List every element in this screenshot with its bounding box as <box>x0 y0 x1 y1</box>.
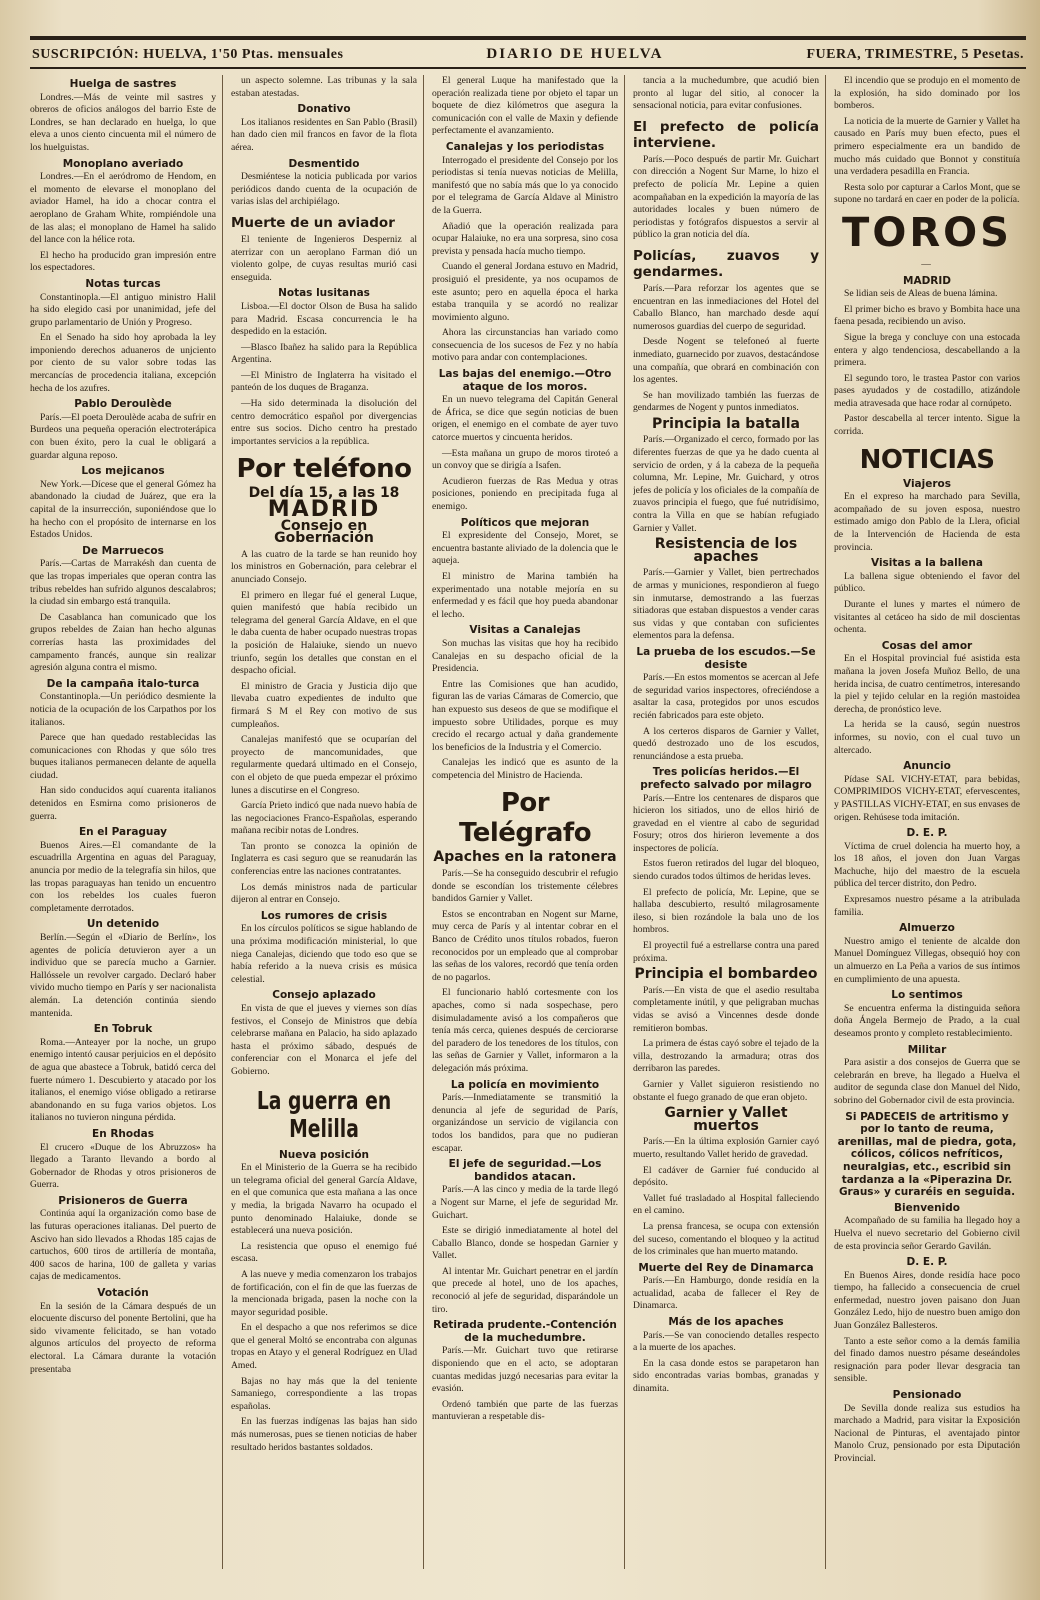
col5-section-banner: NOTICIAS <box>859 444 995 475</box>
col2-paragraph: —Ha sido determinada la disolución del centro democrático español por divergencias entre sus socios. Dicho centro ha prestado importantes servicios a la república. <box>231 398 417 447</box>
col5-paragraph: De Sevilla donde realiza sus estudios ha marchado a Madrid, para visitar la Exposición Nacional de Pinturas, el aventajado pintor Manolo Cruz, pensionado por esta Diputación Provincial. <box>834 1402 1020 1464</box>
col2-paragraph: A las cuatro de la tarde se han reunido hoy los ministros en Gobernación, para celebrar el anunciado Consejo. <box>231 548 417 585</box>
col2-section-heading: Notas lusitanas <box>278 287 370 300</box>
col5-divider: — <box>921 258 933 270</box>
col1-paragraph: Parece que han quedado restablecidas las comunicaciones con Rhodas y que sólo tres buques italianos permanecen delante de aquella ciudad. <box>30 732 216 781</box>
col1-paragraph: Constantinopla.—El antiguo ministro Halil ha sido elegido casi por unanimidad, jefe del grupo parlamentario de Unión y Progreso. <box>30 291 216 328</box>
col5-paragraph: En Buenos Aires, donde residía hace poco tiempo, ha fallecido a consecuencia de cruel enfermedad, nuestro joven paisano don Juan González Ledo, hijo de nuestro buen amigo don Juan González Ballesteros. <box>834 1269 1020 1332</box>
col5-paragraph: Se encuentra enferma la distinguida señora doña Ángela Bermejo de Prado, a la cual deseamos pronto y completo restablecimiento. <box>834 1002 1020 1039</box>
col1-paragraph: El crucero «Duque de los Abruzzos» ha llegado a Taranto llevando a bordo al Gobernador de Rhodas y otros prisioneros de Guerra. <box>30 1141 216 1191</box>
col1-section-heading: Pablo Deroulède <box>74 398 172 411</box>
col3-section-heading: La policía en movimiento <box>450 1078 600 1091</box>
col2-paragraph: La resistencia que opuso el enemigo fué escasa. <box>231 1240 417 1265</box>
col3-paragraph: —Esta mañana un grupo de moros tiroteó a un convoy que se dirigía a Isafen. <box>432 447 618 472</box>
col4-subheading: Principia el bombardeo <box>634 966 818 983</box>
col5-paragraph: Tanto a este señor como a la demás familia del finado damos nuestro pésame deseándoles resignación para poder llevar desgracia tan sensible. <box>834 1335 1020 1385</box>
top-rule <box>30 36 1026 40</box>
col5-paragraph: Se lidian seis de Aleas de buena lámina. <box>844 288 998 300</box>
col5-paragraph: Víctima de cruel dolencia ha muerto hoy, a los 18 años, el joven don Juan Vargas Machuche, hijo del maestro de la escuela pública del tercer distrito, don Pedro. <box>834 840 1020 890</box>
col4-subheading: Principia la batalla <box>652 415 800 432</box>
col4-paragraph: París.—Garnier y Vallet, bien pertrechados de armas y municiones, respondieron al fuego sin inmutarse, demostrando a las fuerzas sitiadoras que estaban dispuestos a vender caras sus vidas y que contaban con suficientes elementos para la defensa. <box>633 567 819 642</box>
columns <box>30 75 1026 1569</box>
col1-section-heading: En Tobruk <box>93 1023 153 1036</box>
col4-paragraph: El cadáver de Garnier fué conducido al depósito. <box>633 1164 819 1189</box>
column-3 <box>432 75 625 1569</box>
col3-paragraph: Estos se encontraban en Nogent sur Marne, muy cerca de París y al intentar cobrar en el Banco de Crédito unos títulos robados, fueron reconocidos por un empleado que al comprobar las señas de los valores, recordó que tenía orden de no pagarlos. <box>432 908 618 983</box>
col1-section-heading: Monoplano averiado <box>62 157 184 170</box>
col4-paragraph: París.—En la última explosión Garnier cayó muerto, resultando Vallet herido de gravedad. <box>633 1136 819 1160</box>
col2-paragraph: Canalejas manifestó que se ocuparían del proyecto de mancomunidades, que regularmente quedará ultimado en el Consejo, con el objeto de que pueda empezar el próximo lunes a discutirse en el Congreso. <box>231 734 417 796</box>
column-1 <box>30 75 223 1569</box>
col4-paragraph: París.—En Hamburgo, donde residía en la actualidad, acaba de fallecer el Rey de Dinamarca. <box>633 1275 819 1312</box>
col1-section-heading: Los mejicanos <box>81 465 165 478</box>
col1-paragraph: París.—Cartas de Marrakésh dan cuenta de que las tropas imperiales que operan contra las tribus rebeldes han sufrido algunos descalabros; la ciudad sin embargo está tranquila. <box>30 558 216 608</box>
col3-paragraph: Ahora las circunstancias han variado como consecuencia de los sucesos de Fez y no había motivo para andar con contemplaciones. <box>432 327 618 364</box>
col2-paragraph: A las nueve y media comenzaron los trabajos de fortificación, con el fin de que las fuerzas de la mencionada brigada, pasen la noche con la mayor seguridad posible. <box>231 1268 417 1318</box>
col1-section-heading: Huelga de sastres <box>69 78 177 90</box>
col4-subheading: Policías, zuavos y gendarmes. <box>633 247 819 280</box>
col5-section-heading: Almuerzo <box>899 922 955 935</box>
col3-paragraph: Son muchas las visitas que hoy ha recibido Canalejas en su despacho oficial de la Presidencia. <box>432 637 618 675</box>
col1-section-heading: En el Paraguay <box>78 826 168 839</box>
col3-paragraph: El funcionario habló cortesmente con los apaches, como si nada sospechase, pero disimuladamente avisó a los compañeros que tenía más cerca, quienes después de cerciorarse del paradero de los tenedores de los títulos, con las señas de Garnier y Vallet, informaron a la delegación más próxima. <box>432 987 618 1074</box>
col1-section-heading: De Marruecos <box>82 544 164 557</box>
col3-paragraph: El ministro de Marina también ha experimentado una notable mejoría en su enfermedad y es fácil que hoy pueda abandonar el lecho. <box>432 570 618 620</box>
col3-section-heading: Las bajas del enemigo.—Otro ataque de los moros. <box>438 368 612 393</box>
col2-section-heading: Los rumores de crisis <box>260 909 388 922</box>
col5-paragraph: Pídase SAL VICHY-ETAT, para bebidas, COMPRIMIDOS VICHY-ETAT, efervescentes, y PASTILLAS VICHY-ETAT, en sus envases de origen. Rehúsese toda imitación. <box>834 773 1020 823</box>
col2-paragraph: Bajas no hay más que la del teniente Samaniego, correspondiente a las tropas españolas. <box>231 1375 417 1412</box>
col4-subheading: Garnier y Vallet muertos <box>664 1105 788 1134</box>
subscription-local: SUSCRIPCIÓN: HUELVA, 1'50 Ptas. mensuales <box>32 46 344 62</box>
col1-section-heading: De la campaña italo-turca <box>46 677 200 690</box>
col4-paragraph: En la casa donde estos se parapetaron han sido encontradas varias bombas, granadas y dinamita. <box>633 1357 819 1395</box>
col1-paragraph: El hecho ha producido gran impresión entre los espectadores. <box>30 249 216 274</box>
col1-section-heading: Votación <box>97 1287 149 1300</box>
col5-paragraph: En el expreso ha marchado para Sevilla, acompañado de su joven esposa, nuestro estimado amigo don Pablo de la Llera, oficial de la Intervención de Hacienda de esta provincia. <box>834 491 1020 553</box>
col5-paragraph: Nuestro amigo el teniente de alcalde don Manuel Domínguez Villegas, obsequió hoy con un almuerzo en La Peña a varios de sus íntimos en cumplimiento de una apuesta. <box>834 935 1020 985</box>
col4-paragraph: Garnier y Vallet siguieron resistiendo no obstante el fuego granado de que eran objeto. <box>633 1078 819 1103</box>
col1-paragraph: De Casablanca han comunicado que los grupos rebeldes de Zaian han hecho algunas correrías hasta las proximidades del campamento francés, aunque sin realizar agresión alguna contra el mismo. <box>30 611 216 674</box>
col5-section-heading: Si PADECEIS de artritismo y por lo tanto de reuma, arenillas, mal de piedra, gota, cólicos, cólicos nefríticos, neuralgias, etc., escribid sin tardanza a la «Piperazina Dr. Graus» y curaréis en seguida. <box>837 1110 1017 1199</box>
col2-paragraph: En el despacho a que nos referimos se dice que el general Moltó se encontraba con algunas tropas en Atayo y el general Rodríguez en Ulad Amed. <box>231 1322 417 1372</box>
col2-paragraph: Lisboa.—El doctor Olson de Busa ha salido para Madrid. Escasa concurrencia le ha despedido en la estación. <box>231 300 417 338</box>
col5-paragraph: Resta solo por capturar a Carlos Mont, que se supone no tardará en caer en poder de la policía. <box>834 181 1020 206</box>
col2-paragraph: García Prieto indicó que nada nuevo había de las negociaciones Franco-Españolas, esperando mañana recibir notas de Londres. <box>231 800 417 837</box>
col2-section-heading: Consejo aplazado <box>272 989 376 1002</box>
col2-paragraph: —Blasco Ibañez ha salido para la República Argentina. <box>231 341 417 366</box>
col5-section-heading: D. E. P. <box>906 827 948 840</box>
column-4 <box>633 75 826 1569</box>
col4-paragraph: París.—Entre los centenares de disparos que hicieron los sitiados, uno de ellos hirió de gravedad en el vientre al cabo de seguridad Fosury; otros dos hirieron levemente a dos inspectores de policía. <box>633 792 819 854</box>
col1-paragraph: París.—El poeta Deroulède acaba de sufrir en Burdeos una pequeña operación electroterápica con buen éxito, pero la cual le obligará a guardar alguna reposo. <box>30 411 216 461</box>
column-2 <box>231 75 424 1569</box>
col5-section-heading: D. E. P. <box>906 1256 948 1269</box>
col4-paragraph: París.—En estos momentos se acercan al Jefe de seguridad varios inspectores, ofreciéndose a asaltar la casa, protegidos por unos escudos recién fabricados para este objeto. <box>633 672 819 721</box>
col5-paragraph: La herida se la causó, según nuestros informes, su novio, con el cual tuvo un altercado. <box>834 719 1020 756</box>
col3-paragraph: Entre las Comisiones que han acudido, figuran las de varias Cámaras de Comercio, que han expuesto sus deseos de que se modifique el impuesto sobre Utilidades, porque es muy crecido el recargo actual y daña grandemente los beneficios de la Industria y el Comercio. <box>432 678 618 753</box>
col4-paragraph: Vallet fué trasladado al Hospital falleciendo en el camino. <box>633 1192 819 1217</box>
col2-section-banner: La guerra en Melilla <box>256 1085 392 1143</box>
newspaper-title: DIARIO DE HUELVA <box>486 46 664 62</box>
col2-subheading: Consejo en Gobernación <box>274 517 374 547</box>
col3-paragraph: París.—Mr. Guichart tuvo que retirarse disponiendo que en el acto, se adoptaran cuantas medidas juzgó necesarias para evitar la evasión. <box>432 1345 618 1395</box>
col3-section-heading: Visitas a Canalejas <box>469 624 581 637</box>
col2-paragraph: El ministro de Gracia y Justicia dijo que llevaba cuatro expedientes de indulto que firmará S M el Rey con motivo de sus cumpleaños. <box>231 680 417 730</box>
col4-section-heading: Tres policías heridos.—El prefecto salvado por milagro <box>640 766 812 791</box>
col2-section-heading: Desmentido <box>288 157 360 170</box>
col4-paragraph: La prensa francesa, se ocupa con extensión del suceso, comentando el bloqueo y la actitud de los criminales que han muerto matando. <box>633 1220 819 1258</box>
col3-section-heading: El jefe de seguridad.—Los bandidos atacan. <box>448 1158 602 1183</box>
col2-paragraph: Tan pronto se conozca la opinión de Inglaterra es casi seguro que se reanudarán las conferencias entre las naciones contratantes. <box>231 840 417 878</box>
col2-paragraph: El primero en llegar fué el general Luque, quien manifestó que había recibido un telegrama del general García Aldave, en el que le daba cuenta de haber ocupado nuestras tropas la posición de Halaiuke, siendo un nuevo triunfo, según los detalles que constan en el despacho oficial. <box>231 589 417 677</box>
col2-paragraph: En los círculos políticos se sigue hablando de una próxima modificación ministerial, lo que niega Canalejas, diciendo que todo eso que se había referido a la nueva crisis es música celestial. <box>231 923 417 985</box>
col3-paragraph: Interrogado el presidente del Consejo por los periodistas si tenía nuevas noticias de Melilla, manifestó que no sabía más que lo ya conocido por el telegrama de García Aldave al Ministro de la Guerra. <box>432 154 618 216</box>
col1-section-heading: Un detenido <box>86 918 160 931</box>
col4-paragraph: París.—En vista de que el asedio resultaba completamente inútil, y que peligraban muchas vidas se avisó a Vincennes desde donde remitieron bombas. <box>633 984 819 1034</box>
col3-section-heading: Canalejas y los periodistas <box>445 140 605 153</box>
col4-paragraph: El prefecto de policía, Mr. Lepine, que se hallaba descubierto, resultó milagrosamente ileso, si bien rozándole la bala uno de los hombros. <box>633 886 819 936</box>
col1-paragraph: Londres.—En el aeródromo de Hendom, en el momento de elevarse el monoplano del aviador Hamel, ha ido a chocar contra el aeroplano de Graham White, rompiéndole una de las alas; el monoplano de Hamel ha salido del lance con la hélice rota. <box>30 171 216 246</box>
col3-paragraph: Este se dirigió inmediatamente al hotel del Caballo Blanco, donde se hospedan Garnier y Vallet. <box>432 1225 618 1262</box>
col2-paragraph: El teniente de Ingenieros Desperniz al aterrizar con un aeroplano Farman dió un violento golpe, de cuyas resultas murió casi enseguida. <box>231 233 417 283</box>
col2-dateline-city: MADRID <box>267 497 381 523</box>
col5-paragraph: Expresamos nuestro pésame a la atribulada familia. <box>834 894 1020 918</box>
col1-paragraph: En la sesión de la Cámara después de un elocuente discurso del ponente Bertolini, que ha sido vivamente felicitado, se han votado algunos artículos del proyecto de reforma electoral. La Cámara durante la votación presentaba <box>30 1300 216 1375</box>
col4-paragraph: Estos fueron retirados del lugar del bloqueo, siendo curados todos últimos de heridas leves. <box>633 858 819 883</box>
col3-paragraph: Canalejas les indicó que es asunto de la competencia del Ministro de Hacienda. <box>432 757 618 781</box>
col5-paragraph: El segundo toro, le trastea Pastor con varios pases ayudados y de costadillo, atizándole media atravesada que hace rodar al cornúpeto. <box>834 372 1020 409</box>
col3-paragraph: Ordenó también que parte de las fuerzas mantuvieran a respetable dis- <box>432 1398 618 1423</box>
col1-section-heading: Prisioneros de Guerra <box>58 1194 188 1207</box>
col2-paragraph: Los italianos residentes en San Pablo (Brasil) han dado cien mil francos en favor de la flota aérea. <box>231 116 417 153</box>
col5-paragraph: Durante el lunes y martes el número de visitantes al cetáceo ha sido de mil doscientas ochenta. <box>834 599 1020 636</box>
col1-section-heading: Notas turcas <box>85 277 161 290</box>
col5-paragraph: Pastor descabella al tercer intento. Sigue la corrida. <box>834 413 1020 438</box>
col4-paragraph: París.—Poco después de partir Mr. Guichart con dirección a Nogent Sur Marne, lo hizo el prefecto de policía Mr. Lepine a quien acompañaban en la expedición la mayoría de las autoridades locales y buen número de periodistas y fotógrafos dispuestos a servir al público la gran noticia del día. <box>633 153 819 241</box>
col3-paragraph: Al intentar Mr. Guichart penetrar en el jardín que precede al hotel, uno de los apaches, reconoció al jefe de seguridad, disparándole un tiro. <box>432 1265 618 1315</box>
col2-paragraph: Los demás ministros nada de particular dijeron al entrar en Consejo. <box>231 881 417 906</box>
col4-section-heading: Muerte del Rey de Dinamarca <box>638 1261 814 1274</box>
col1-paragraph: Roma.—Anteayer por la noche, un grupo enemigo intentó causar perjuicios en el depósito de agua que abastece a Tobruk, batidó cerca del fuerte número 1. Descubierto y atacado por los italianos, el enemigo vióse obligado a retirarse abandonando en su fuga varios objetos. Los italianos no tuvieron ninguna pérdida. <box>30 1036 216 1124</box>
col3-paragraph: El general Luque ha manifestado que la operación realizada tiene por objeto el tapar un boquete de diez kilómetros que asegura la comunicación con el valle de Maxin y defiende perfectamente el avanzamiento. <box>432 75 618 137</box>
col4-paragraph: Desde Nogent se telefoneó al fuerte inmediato, guarnecido por zuavos, destacándose una compañía, que obrará en combinación con los agentes. <box>633 336 819 386</box>
col3-section-heading: Retirada prudente.-Contención de la muchedumbre. <box>433 1319 617 1344</box>
col2-paragraph: En vista de que el jueves y viernes son días festivos, el Consejo de Ministros que debía celebrarse mañana en Palacio, ha sido aplazado hasta el próximo sábado, después de conferenciar con el Monarca el jefe del Gobierno. <box>231 1003 417 1077</box>
col4-subheading: Resistencia de los apaches <box>654 536 798 565</box>
col5-paragraph: El primer bicho es bravo y Bombita hace una faena pesada, recibiendo un aviso. <box>834 303 1020 328</box>
col2-subheading: Muerte de un aviador <box>231 214 395 231</box>
col3-paragraph: Cuando el general Jordana estuvo en Madrid, prosiguió el presidente, ya nos ocupamos de este asunto; pero en aquella época el harka estaba tranquila y se acordó no realizar movimiento alguno. <box>432 261 618 323</box>
col4-subheading: El prefecto de policía interviene. <box>633 118 819 151</box>
col5-section-heading: MADRID <box>903 274 951 287</box>
col4-paragraph: El proyectil fué a estrellarse contra una pared próxima. <box>633 940 819 964</box>
col4-paragraph: Se han movilizado también las fuerzas de gendarmes de Nogent y puntos inmediatos. <box>633 389 819 414</box>
col4-section-heading: La prueba de los escudos.—Se desiste <box>636 645 816 671</box>
col1-paragraph: En el Senado ha sido hoy aprobada la ley imponiendo derechos aduaneros de unjciento por ciento de su valor sobre todas las mercancías de procedencia italiana, excepción hecha de los azufres. <box>30 332 216 394</box>
col1-paragraph: Berlín.—Según el «Diario de Berlín», los agentes de policía detuvieron ayer a un individuo que se parecía mucho a Garnier. Hallóssele un revolver cargado. Declaró haber vivido mucho tiempo en París y ser nacionalista alemán. La detención continúa siendo mantenida. <box>30 932 216 1019</box>
col5-section-banner: TOROS <box>842 209 1012 256</box>
col2-section-banner: Por teléfono <box>236 454 412 485</box>
col3-paragraph: Añadió que la operación realizada para ocupar Halaiuke, no era una sorpresa, sino cosa prevista y pensada hacía mucho tiempo. <box>432 220 618 257</box>
col5-section-heading: Bienvenido <box>894 1201 960 1214</box>
col5-section-heading: Visitas a la ballena <box>871 557 983 570</box>
column-5 <box>834 75 1026 1569</box>
subscription-outside: FUERA, TRIMESTRE, 5 Pesetas. <box>806 46 1024 62</box>
col3-section-banner: Por Telégrafo <box>458 788 592 849</box>
col5-section-heading: Viajeros <box>903 477 951 490</box>
col3-paragraph: Acudieron fuerzas de Ras Medua y otras posiciones, poniendo en precipitada fuga al enemigo. <box>432 475 618 512</box>
col5-paragraph: La ballena sigue obteniendo el favor del público. <box>834 570 1020 595</box>
col4-paragraph: París.—Organizado el cerco, formado por las diferentes fuerzas de que ya he dado cuenta al servicio de orden, y á la cabeza de la pequeña columna, Mr. Lepine, Mr. Guichard, y otros jefes de policía y los oficiales de la compañía de zuavos principia el fuego, que fué nutridísimo, contra la Villa en que se habían refugiado Garnier y Vallet. <box>633 434 819 534</box>
col5-paragraph: El incendio que se produjo en el momento de la explosión, ha sido dominado por los bomberos. <box>834 75 1020 112</box>
col4-section-heading: Más de los apaches <box>668 1316 784 1329</box>
col5-paragraph: La noticia de la muerte de Garnier y Vallet ha causado en París muy buen efecto, pues el primero especialmente era un bandido de mucho más cuidado que Bonnot y constituía una verdadera pesadilla en Francia. <box>834 115 1020 178</box>
col5-section-heading: Militar <box>907 1043 947 1056</box>
col4-paragraph: A los certeros disparos de Garnier y Vallet, quedó destrozado uno de los escudos, renunciándose a esta prueba. <box>633 725 819 762</box>
col1-paragraph: New York.—Dícese que el general Gómez ha abandonado la ciudad de Juárez, que era la capital de la insurrección, suponiéndose que lo ha hecho con el propósito de internarse en los Estados Unidos. <box>30 478 216 541</box>
col3-section-heading: Políticos que mejoran <box>460 516 590 529</box>
col3-paragraph: París.—Inmediatamente se transmitió la denuncia al jefe de seguridad de París, organizándose un servicio de vigilancia con todos los bandidos, para que no pudieran escapar. <box>432 1092 618 1154</box>
col4-paragraph: París.—Para reforzar los agentes que se encuentran en las inmediaciones del Hotel del Caballo Blanco, han marchado desde aquí numerosos guardias del cuerpo de seguridad. <box>633 282 819 332</box>
col2-section-heading: Nueva posición <box>278 1148 370 1161</box>
col3-paragraph: París.—A las cinco y media de la tarde llegó a Nogent sur Marne, el jefe de seguridad Mr. Guichart. <box>432 1184 618 1221</box>
col3-paragraph: El expresidente del Consejo, Moret, se encuentra bastante aliviado de la dolencia que le aqueja. <box>432 530 618 567</box>
col5-section-heading: Cosas del amor <box>881 639 973 652</box>
col1-paragraph: Londres.—Más de veinte mil sastres y obreros de oficios análogos del barrio Este de Londres, se han declarado en huelga, lo que eleva a unos ciento cincuenta mil el número de los huelguistas. <box>30 91 216 153</box>
col5-section-heading: Pensionado <box>892 1389 962 1402</box>
col3-paragraph: París.—Se ha conseguido descubrir el refugio donde se escondían los tristemente célebres bandidos Garnier y Vallet. <box>432 868 618 905</box>
col1-paragraph: Han sido conducidos aquí cuarenta italianos detenidos en Esmirna como prisioneros de guerra. <box>30 785 216 822</box>
col1-paragraph: Buenos Aires.—El comandante de la escuadrilla Argentina en aguas del Paraguay, anuncia por medio de la telegrafía sin hilos, que las tropas paraguayas han tenido un encuentro con los rebeldes los cuales fueron completamente derrotados. <box>30 839 216 914</box>
col1-section-heading: En Rhodas <box>92 1127 154 1140</box>
col2-paragraph: Desmiéntese la noticia publicada por varios periódicos dando cuenta de la ocupación de varias islas del archipiélago. <box>231 171 417 208</box>
col2-paragraph: En las fuerzas indígenas las bajas han sido más numerosas, pues se tienen noticias de haber resultado heridos bastantes soldados. <box>231 1416 417 1453</box>
col1-paragraph: Constantinopla.—Un periódico desmiente la noticia de la ocupación de los Carpathos por los italianos. <box>30 691 216 728</box>
col5-paragraph: Para asistir a dos consejos de Guerra que se celebrarán en breve, ha llegado a Huelva el auditor de segunda clase don Manuel del Nido, sobrino del Gobernador civil de esta provincia. <box>834 1057 1020 1106</box>
col4-paragraph: París.—Se van conociendo detalles respecto a la muerte de los apaches. <box>633 1329 819 1354</box>
col4-paragraph: La primera de éstas cayó sobre el tejado de la villa, destrozando la armadura; otras dos derribaron las paredes. <box>633 1038 819 1075</box>
col1-paragraph: Continúa aquí la organización como base de las futuras operaciones italianas. Del puerto de Ascivo han sido llevados a Rhodas 185 cajas de cartuchos, 600 tiros de artillería de montaña, 400 sacos de harina, 100 de galleta y varias cajas de medicamentos. <box>30 1208 216 1283</box>
col2-paragraph: —El Ministro de Inglaterra ha visitado el panteón de los duques de Braganza. <box>231 369 417 394</box>
col4-paragraph: tancia a la muchedumbre, que acudió bien pronto al lugar del sitio, al conocer la sensacional noticia, para evitar confusiones. <box>633 75 819 112</box>
col3-subheading: Apaches en la ratonera <box>433 849 617 866</box>
col2-paragraph: En el Ministerio de la Guerra se ha recibido un telegrama oficial del general García Aldave, en el que comunica que esta mañana a las once y media, la brigada Navarro ha ocupado el punto denominado Halaiuke, donde se establecerá una nueva posición. <box>231 1162 417 1237</box>
masthead <box>30 43 1026 69</box>
col2-subheading: Del día 15, a las 18 <box>248 485 400 502</box>
col5-paragraph: Sigue la brega y concluye con una estocada entera y algo tendenciosa, descabellando a la primera. <box>834 331 1020 369</box>
col2-section-heading: Donativo <box>297 103 351 116</box>
col5-section-heading: Anuncio <box>903 760 951 773</box>
col3-paragraph: En un nuevo telegrama del Capitán General de África, se dice que según noticias de buen origen, el enemigo en el combate de ayer tuvo catorce muertos y cincuenta heridos. <box>432 394 618 444</box>
col5-section-heading: Lo sentimos <box>891 989 963 1002</box>
col5-paragraph: En el Hospital provincial fué asistida esta mañana la joven Josefa Muñoz Bello, de una herida incisa, de cuatro centímetros, interesando la piel y tejido celular en la región mastoidea derecha, de pronóstico leve. <box>834 653 1020 715</box>
col2-paragraph: un aspecto solemne. Las tribunas y la sala estaban atestadas. <box>231 75 417 99</box>
col5-paragraph: Acompañado de su familia ha llegado hoy a Huelva el nuevo secretario del Gobierno civil de esta provincia señor Gerardo Gavilán. <box>834 1215 1020 1252</box>
